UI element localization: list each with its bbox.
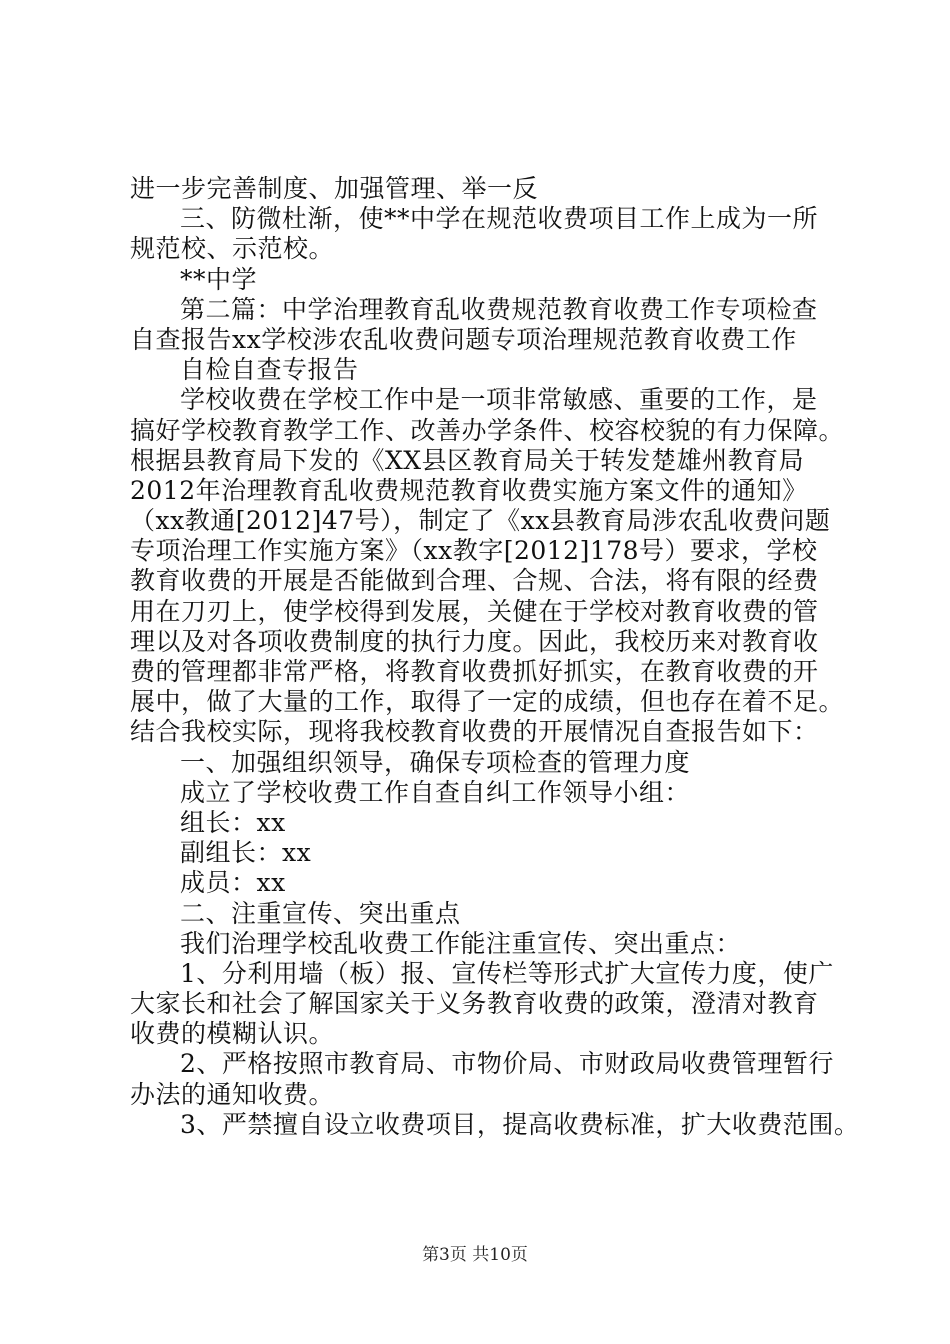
- text-line: 成立了学校收费工作自查自纠工作领导小组：: [180, 777, 691, 807]
- text-line: 进一步完善制度、加强管理、举一反: [130, 174, 539, 203]
- text-line: 学校收费在学校工作中是一项非常敏感、重要的工作，是: [180, 385, 818, 415]
- text-line: 一、加强组织领导，确保专项检查的管理力度: [180, 747, 691, 777]
- text-line: （xx教通[2012]47号），制定了《xx县教育局涉农乱收费问题: [130, 506, 831, 536]
- text-line: 结合我校实际，现将我校教育收费的开展情况自查报告如下：: [130, 717, 819, 747]
- page-footer: 第3页 共10页: [422, 1245, 528, 1265]
- text-line: **中学: [180, 264, 258, 294]
- text-line: 办法的通知收费。: [130, 1079, 335, 1109]
- text-line: 规范校、示范校。: [130, 234, 335, 264]
- text-line: 2、严格按照市教育局、市物价局、市财政局收费管理暂行: [180, 1049, 834, 1079]
- text-line: 副组长：xx: [180, 838, 312, 868]
- text-line: 自查报告xx学校涉农乱收费问题专项治理规范教育收费工作: [130, 324, 797, 354]
- text-line: 3、严禁擅自设立收费项目，提高收费标准，扩大收费范围。: [180, 1109, 860, 1139]
- text-line: 展中，做了大量的工作，取得了一定的成绩，但也存在着不足。: [130, 687, 845, 717]
- text-line: 我们治理学校乱收费工作能注重宣传、突出重点：: [180, 928, 742, 958]
- document-body: [130, 174, 860, 1140]
- text-line: 用在刀刃上，使学校得到发展，关健在于学校对教育收费的管: [130, 596, 819, 626]
- text-line: 根据县教育局下发的《XX县区教育局关于转发楚雄州教育局: [130, 445, 805, 475]
- text-line: 教育收费的开展是否能做到合理、合规、合法，将有限的经费: [130, 566, 819, 596]
- text-line: 搞好学校教育教学工作、改善办学条件、校容校貌的有力保障。: [130, 415, 845, 445]
- text-line: 第二篇：中学治理教育乱收费规范教育收费工作专项检查: [180, 294, 818, 324]
- text-line: 二、注重宣传、突出重点: [180, 898, 461, 928]
- text-line: 1、分利用墙（板）报、宣传栏等形式扩大宣传力度，使广: [180, 958, 834, 988]
- text-line: 大家长和社会了解国家关于义务教育收费的政策，澄清对教育: [130, 989, 819, 1019]
- text-line: 费的管理都非常严格，将教育收费抓好抓实，在教育收费的开: [130, 657, 819, 686]
- text-line: 2012年治理教育乱收费规范教育收费实施方案文件的通知》: [130, 475, 808, 505]
- text-line: 专项治理工作实施方案》（xx教字[2012]178号）要求，学校: [130, 536, 818, 566]
- text-line: 成员：xx: [180, 868, 286, 898]
- text-line: 三、防微杜渐，使**中学在规范收费项目工作上成为一所: [180, 204, 819, 234]
- text-line: 理以及对各项收费制度的执行力度。因此，我校历来对教育收: [130, 626, 819, 656]
- text-line: 收费的模糊认识。: [130, 1019, 335, 1049]
- text-line: 自检自查专报告: [180, 355, 359, 385]
- text-line: 组长：xx: [180, 807, 286, 837]
